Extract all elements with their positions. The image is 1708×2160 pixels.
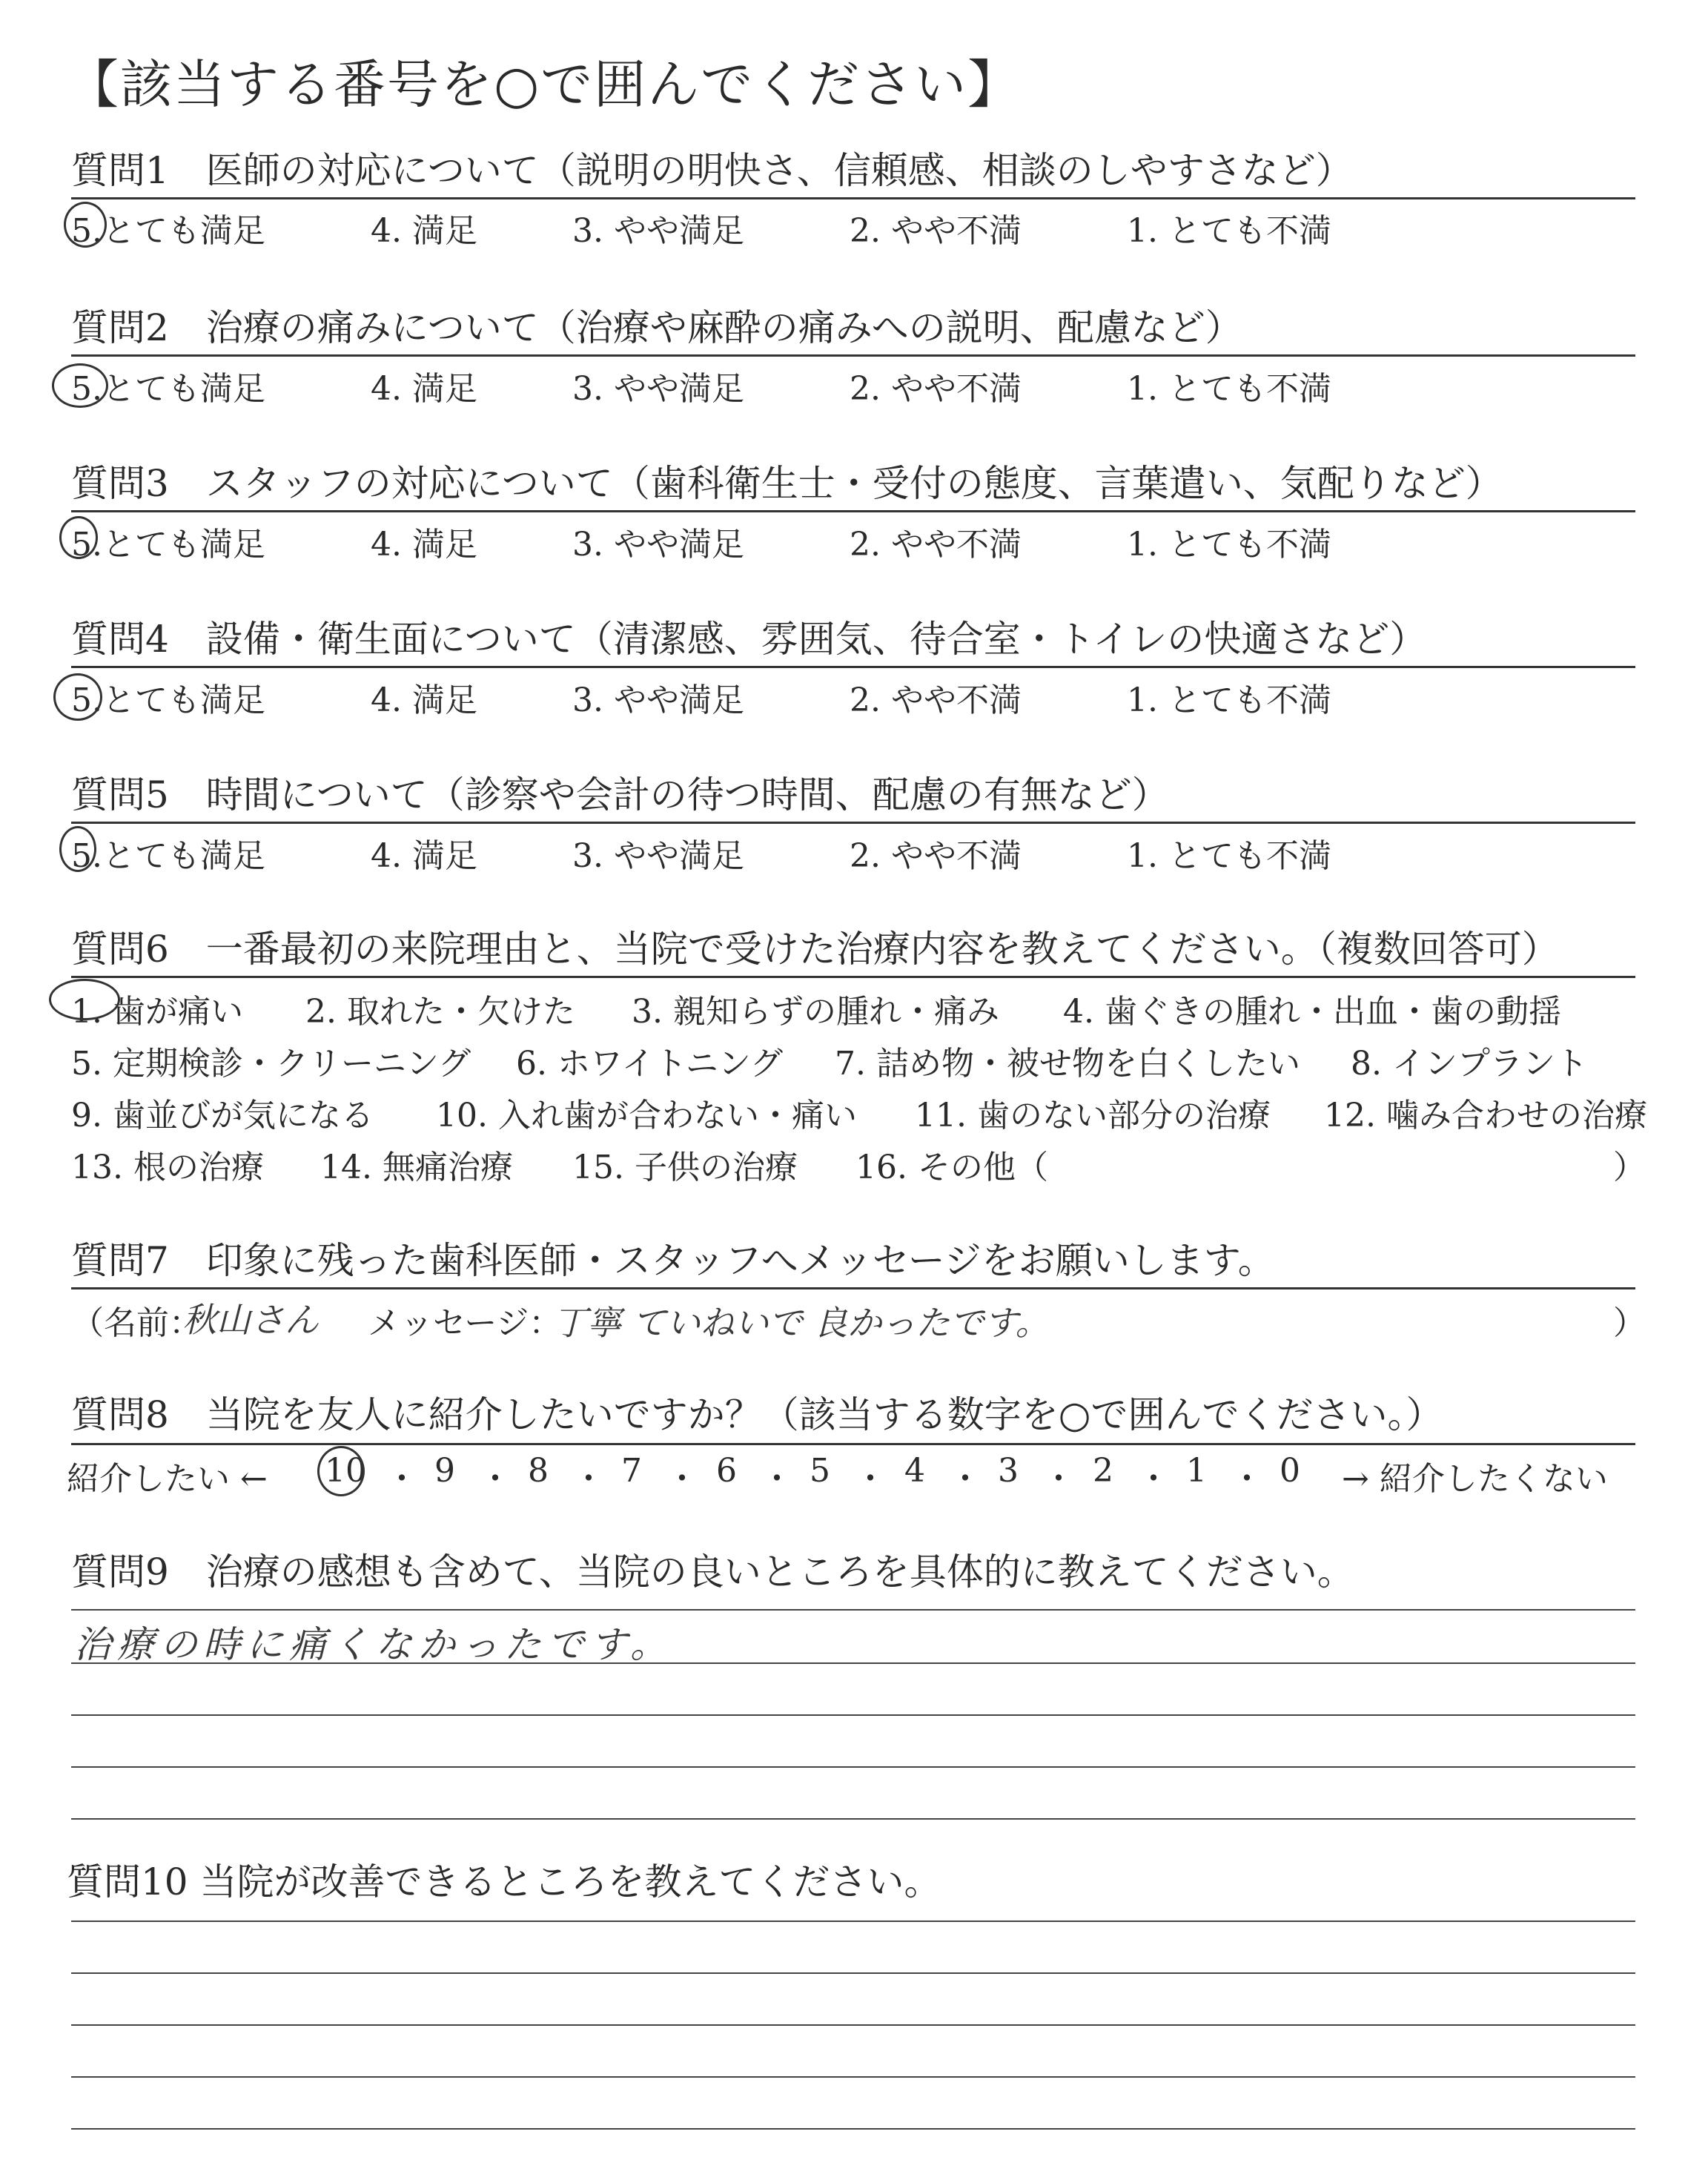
q6-rule bbox=[71, 976, 1635, 978]
q5-option-1[interactable]: 1. とても不満 bbox=[1127, 837, 1331, 875]
q7-close-paren: ） bbox=[1613, 1304, 1646, 1342]
q1-option-5[interactable]: 5.とても満足 bbox=[71, 212, 265, 250]
q1-option-3[interactable]: 3. やや満足 bbox=[572, 212, 744, 250]
q7-name-value[interactable]: 秋山さん bbox=[182, 1300, 319, 1340]
q6-option-9[interactable]: 9. 歯並びが気になる bbox=[71, 1097, 374, 1135]
q2-option-3[interactable]: 3. やや満足 bbox=[572, 370, 744, 408]
q4-title: 質問4 設備・衛生面について（清潔感、雰囲気、待合室・トイレの快適さなど） bbox=[71, 618, 1427, 661]
q1-option-1[interactable]: 1. とても不満 bbox=[1127, 212, 1331, 250]
q8-title: 質問8 当院を友人に紹介したいですか？（該当する数字を○で囲んでください。） bbox=[71, 1393, 1443, 1436]
q6-other-close-paren: ） bbox=[1613, 1149, 1646, 1186]
q8-value-0[interactable]: 0 bbox=[1280, 1452, 1300, 1490]
q10-line-3 bbox=[71, 2024, 1635, 2026]
q5-options bbox=[71, 829, 1635, 873]
q10-line-2 bbox=[71, 1972, 1635, 1974]
q8-scale bbox=[67, 1452, 1646, 1496]
q6-option-4[interactable]: 4. 歯ぐきの腫れ・出血・歯の動揺 bbox=[1063, 993, 1561, 1031]
q8-value-8[interactable]: 8 bbox=[528, 1452, 549, 1490]
q2-option-1[interactable]: 1. とても不満 bbox=[1127, 370, 1331, 408]
q8-value-6[interactable]: 6 bbox=[716, 1452, 737, 1490]
q7-message-row bbox=[71, 1293, 1646, 1345]
q8-value-3[interactable]: 3 bbox=[998, 1452, 1019, 1490]
q4-option-5[interactable]: 5.とても満足 bbox=[71, 681, 265, 719]
q4-rule bbox=[71, 666, 1635, 668]
q7-message-label: メッセージ： bbox=[368, 1304, 562, 1342]
q10-title: 質問10 当院が改善できるところを教えてください。 bbox=[67, 1860, 941, 1903]
q5-rule bbox=[71, 822, 1635, 824]
q8-dot: ・ bbox=[949, 1460, 982, 1498]
q1-option-4[interactable]: 4. 満足 bbox=[371, 212, 477, 250]
q10-line-4 bbox=[71, 2076, 1635, 2078]
q8-value-7[interactable]: 7 bbox=[621, 1452, 642, 1490]
q1-title: 質問1 医師の対応について（説明の明快さ、信頼感、相談のしやすさなど） bbox=[71, 149, 1353, 192]
q6-selection-circle bbox=[49, 979, 120, 1020]
q1-options bbox=[71, 204, 1635, 248]
q7-name-label: （名前： bbox=[71, 1304, 202, 1342]
page-header: 【該当する番号を○で囲んでください】 bbox=[67, 54, 1022, 115]
q9-line-2 bbox=[71, 1662, 1635, 1664]
q6-option-11[interactable]: 11. 歯のない部分の治療 bbox=[915, 1097, 1271, 1135]
q1-selection-circle bbox=[64, 202, 107, 248]
q7-message-value[interactable]: 丁寧 ていねいで 良かったです。 bbox=[553, 1303, 1050, 1343]
q6-option-13[interactable]: 13. 根の治療 bbox=[71, 1149, 264, 1186]
q8-dot: ・ bbox=[1231, 1460, 1263, 1498]
q10-line-5 bbox=[71, 2128, 1635, 2130]
q5-option-2[interactable]: 2. やや不満 bbox=[850, 837, 1022, 875]
q8-dot: ・ bbox=[479, 1460, 512, 1498]
q3-option-5[interactable]: 5.とても満足 bbox=[71, 526, 265, 564]
q6-option-6[interactable]: 6. ホワイトニング bbox=[516, 1045, 784, 1083]
q8-dot: ・ bbox=[1137, 1460, 1170, 1498]
q3-option-3[interactable]: 3. やや満足 bbox=[572, 526, 744, 564]
q3-option-4[interactable]: 4. 満足 bbox=[371, 526, 477, 564]
q2-rule bbox=[71, 354, 1635, 357]
q4-selection-circle bbox=[53, 673, 102, 721]
q8-value-5[interactable]: 5 bbox=[810, 1452, 830, 1490]
q3-option-1[interactable]: 1. とても不満 bbox=[1127, 526, 1331, 564]
q9-line-3 bbox=[71, 1714, 1635, 1716]
q6-row-4 bbox=[71, 1140, 1646, 1186]
q9-line-4 bbox=[71, 1766, 1635, 1768]
q3-option-2[interactable]: 2. やや不満 bbox=[850, 526, 1022, 564]
q5-option-3[interactable]: 3. やや満足 bbox=[572, 837, 744, 875]
q6-option-16[interactable]: 16. その他（ bbox=[855, 1149, 1048, 1186]
q5-selection-circle bbox=[59, 826, 96, 872]
q5-title: 質問5 時間について（診察や会計の待つ時間、配慮の有無など） bbox=[71, 773, 1169, 816]
q4-option-3[interactable]: 3. やや満足 bbox=[572, 681, 744, 719]
q2-option-5[interactable]: 5.とても満足 bbox=[71, 370, 265, 408]
q9-line-1 bbox=[71, 1609, 1635, 1611]
q4-option-1[interactable]: 1. とても不満 bbox=[1127, 681, 1331, 719]
q8-left-label: 紹介したい ← bbox=[67, 1460, 268, 1498]
q3-options bbox=[71, 518, 1635, 562]
q9-line-5 bbox=[71, 1818, 1635, 1820]
q8-value-2[interactable]: 2 bbox=[1093, 1452, 1113, 1490]
q8-selection-circle bbox=[317, 1446, 365, 1496]
q2-title: 質問2 治療の痛みについて（治療や麻酔の痛みへの説明、配慮など） bbox=[71, 306, 1242, 349]
q8-rule bbox=[71, 1443, 1635, 1445]
q8-value-1[interactable]: 1 bbox=[1186, 1452, 1207, 1490]
q3-rule bbox=[71, 510, 1635, 512]
q3-selection-circle bbox=[59, 516, 98, 559]
q5-option-4[interactable]: 4. 満足 bbox=[371, 837, 477, 875]
q10-line-1 bbox=[71, 1920, 1635, 1922]
q6-option-7[interactable]: 7. 詰め物・被せ物を白くしたい bbox=[835, 1045, 1300, 1083]
q6-option-5[interactable]: 5. 定期検診・クリーニング bbox=[71, 1045, 471, 1083]
q8-dot: ・ bbox=[666, 1460, 698, 1498]
q6-option-2[interactable]: 2. 取れた・欠けた bbox=[305, 993, 575, 1031]
q8-value-4[interactable]: 4 bbox=[904, 1452, 925, 1490]
q6-row-1 bbox=[71, 985, 1643, 1029]
q1-rule bbox=[71, 197, 1635, 199]
q5-option-5[interactable]: 5.とても満足 bbox=[71, 837, 265, 875]
q6-option-14[interactable]: 14. 無痛治療 bbox=[320, 1149, 513, 1186]
q6-option-10[interactable]: 10. 入れ歯が合わない・痛い bbox=[436, 1097, 857, 1135]
q8-dot: ・ bbox=[854, 1460, 887, 1498]
q1-option-2[interactable]: 2. やや不満 bbox=[850, 212, 1022, 250]
q4-options bbox=[71, 673, 1635, 718]
q8-dot: ・ bbox=[761, 1460, 793, 1498]
q8-value-9[interactable]: 9 bbox=[434, 1452, 455, 1490]
q7-title: 質問7 印象に残った歯科医師・スタッフへメッセージをお願いします。 bbox=[71, 1239, 1275, 1282]
q8-right-label: → 紹介したくない bbox=[1342, 1460, 1608, 1498]
q6-option-3[interactable]: 3. 親知らずの腫れ・痛み bbox=[632, 993, 999, 1031]
q2-options bbox=[71, 362, 1635, 406]
q8-dot: ・ bbox=[385, 1460, 418, 1498]
q4-option-2[interactable]: 2. やや不満 bbox=[850, 681, 1022, 719]
q8-dot: ・ bbox=[572, 1460, 605, 1498]
q6-row-2 bbox=[71, 1037, 1643, 1081]
q8-dot: ・ bbox=[1042, 1460, 1075, 1498]
q4-option-4[interactable]: 4. 満足 bbox=[371, 681, 477, 719]
q6-option-15[interactable]: 15. 子供の治療 bbox=[572, 1149, 798, 1186]
q6-row-3 bbox=[71, 1089, 1647, 1135]
q2-option-4[interactable]: 4. 満足 bbox=[371, 370, 477, 408]
q2-selection-circle bbox=[52, 363, 108, 408]
q6-option-12[interactable]: 12. 噛み合わせの治療 bbox=[1324, 1097, 1647, 1135]
q9-answer[interactable]: 治療の時に痛くなかったです。 bbox=[74, 1623, 673, 1666]
q6-option-1[interactable]: 1. 歯が痛い bbox=[71, 993, 243, 1031]
q6-option-8[interactable]: 8. インプラント bbox=[1351, 1045, 1588, 1083]
q6-title: 質問6 一番最初の来院理由と、当院で受けた治療内容を教えてください。（複数回答可） bbox=[71, 928, 1559, 971]
q7-rule bbox=[71, 1287, 1635, 1289]
q2-option-2[interactable]: 2. やや不満 bbox=[850, 370, 1022, 408]
q8-value-10[interactable]: 10 bbox=[325, 1452, 366, 1490]
q9-title: 質問9 治療の感想も含めて、当院の良いところを具体的に教えてください。 bbox=[71, 1550, 1354, 1593]
q3-title: 質問3 スタッフの対応について（歯科衛生士・受付の態度、言葉遣い、気配りなど） bbox=[71, 462, 1503, 505]
